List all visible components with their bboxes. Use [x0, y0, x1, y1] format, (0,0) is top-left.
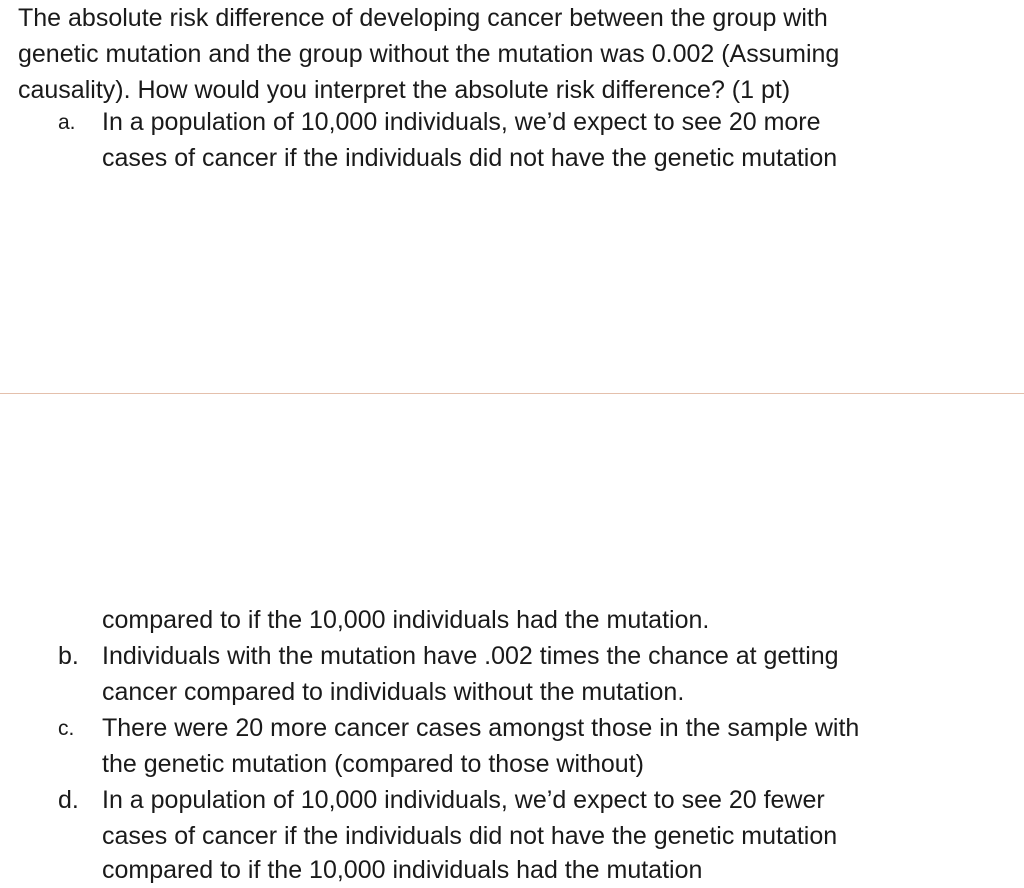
- option-d-line-1: In a population of 10,000 individuals, we’d expect to see 20 fewer: [102, 786, 825, 814]
- question-stem: [18, 0, 1008, 108]
- option-a-line-2: cases of cancer if the individuals did not have the genetic mutation: [102, 144, 838, 172]
- option-d-line-2: cases of cancer if the individuals did not have the genetic mutation: [102, 822, 838, 850]
- question-line-3: causality). How would you interpret the absolute risk difference? (1 pt): [18, 76, 791, 104]
- option-a-letter: a.: [58, 111, 76, 134]
- page-break-divider: [0, 393, 1024, 394]
- option-b-line-1: Individuals with the mutation have .002 times the chance at getting: [102, 642, 839, 670]
- option-d-letter: d.: [58, 786, 79, 814]
- option-a-line-1: In a population of 10,000 individuals, we’d expect to see 20 more: [102, 108, 821, 136]
- option-b-line-2: cancer compared to individuals without the mutation.: [102, 678, 685, 706]
- question-line-1: The absolute risk difference of developing cancer between the group with: [18, 4, 828, 32]
- option-c-line-1: There were 20 more cancer cases amongst those in the sample with: [102, 714, 860, 742]
- option-c-letter: c.: [58, 717, 75, 740]
- option-d-line-3: compared to if the 10,000 individuals had the mutation: [102, 856, 703, 884]
- question-line-2: genetic mutation and the group without the mutation was 0.002 (Assuming: [18, 40, 840, 68]
- option-c-line-2: the genetic mutation (compared to those without): [102, 750, 644, 778]
- option-a-line-3: compared to if the 10,000 individuals had the mutation.: [102, 606, 710, 634]
- option-b-letter: b.: [58, 642, 79, 670]
